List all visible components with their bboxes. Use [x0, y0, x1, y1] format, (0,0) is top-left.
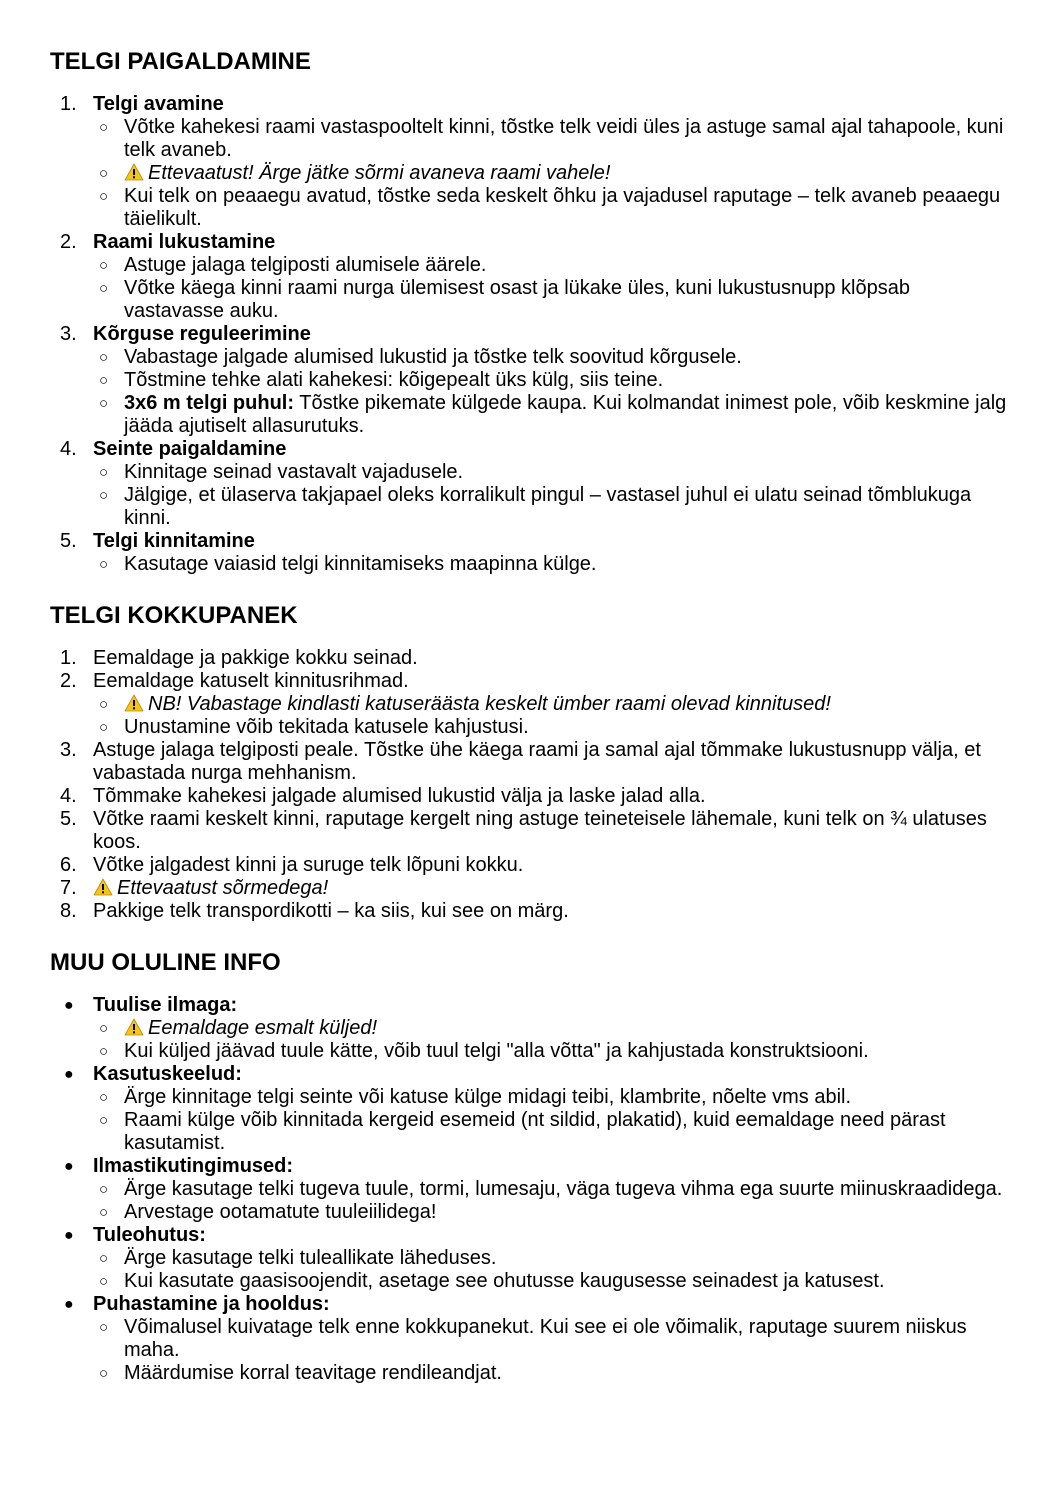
sub-item	[93, 553, 1009, 576]
item-text: Pakkige telk transpordikotti – ka siis, kui see on märg.	[93, 900, 569, 922]
circle-bullet-icon: ○	[99, 188, 109, 205]
circle-bullet-icon: ○	[99, 395, 109, 412]
sub-item	[93, 277, 1009, 323]
sub-item	[93, 346, 1009, 369]
item-text: Kui telk on peaaegu avatud, tõstke seda keskelt õhku ja vajadusel raputage – telk avaneb peaaegu täielikult.	[124, 185, 1001, 230]
sub-item	[93, 1017, 1009, 1040]
circle-bullet-icon: ○	[99, 1365, 109, 1382]
step-item	[50, 785, 1009, 808]
step-item	[50, 854, 1009, 877]
item-text: Määrdumise korral teavitage rendileandjat.	[124, 1362, 502, 1384]
sub-item	[93, 484, 1009, 530]
circle-bullet-icon: ○	[99, 487, 109, 504]
item-text: Võtke kahekesi raami vastaspooltelt kinni, tõstke telk veidi üles ja astuge samal ajal tahapoole, kuni telk avaneb.	[124, 116, 1004, 161]
step-number: 5.	[60, 530, 77, 552]
step-title: Raami lukustamine	[93, 231, 276, 253]
circle-bullet-icon: ○	[99, 280, 109, 297]
item-text: Vabastage jalgade alumised lukustid ja tõstke telk soovitud kõrgusele.	[124, 346, 742, 368]
step-item	[50, 670, 1009, 739]
item-text: Unustamine võib tekitada katusele kahjustusi.	[124, 716, 529, 738]
item-text: Tõstke pikemate külgede kaupa. Kui kolmandat inimest pole, võib keskmine jalg jääda ajutiselt allasurutuks.	[124, 392, 1007, 437]
item-text: Raami külge võib kinnitada kergeid esemeid (nt sildid, plakatid), kuid eemaldage need pärast kasutamist.	[124, 1109, 946, 1154]
step-title: Seinte paigaldamine	[93, 438, 287, 460]
item-text: Astuge jalaga telgiposti peale. Tõstke ühe käega raami ja samal ajal tõmmake lukustusnupp välja, et vabastada nurga mehhanism.	[93, 739, 981, 784]
step-item	[50, 647, 1009, 670]
step-item	[50, 323, 1009, 438]
item-text: Ärge kinnitage telgi seinte või katuse külge midagi teibi, klambrite, nõelte vms abil.	[124, 1086, 852, 1108]
step-item	[50, 231, 1009, 323]
disc-bullet-icon: ●	[64, 1158, 74, 1175]
circle-bullet-icon: ○	[99, 719, 109, 736]
sub-list	[93, 346, 1009, 438]
step-item	[50, 900, 1009, 923]
sub-item	[93, 392, 1009, 438]
circle-bullet-icon: ○	[99, 349, 109, 366]
sub-list	[93, 1086, 1009, 1155]
sub-list	[93, 1017, 1009, 1063]
step-title: Telgi kinnitamine	[93, 530, 255, 552]
info-group	[50, 1224, 1009, 1293]
kokkupanek-steps	[50, 647, 1009, 923]
sub-item	[93, 1109, 1009, 1155]
circle-bullet-icon: ○	[99, 1273, 109, 1290]
group-title: Tuleohutus:	[93, 1224, 206, 1246]
warning-text: Eemaldage esmalt küljed!	[148, 1017, 378, 1039]
item-text: Kinnitage seinad vastavalt vajadusele.	[124, 461, 464, 483]
circle-bullet-icon: ○	[99, 556, 109, 573]
group-title: Puhastamine ja hooldus:	[93, 1293, 330, 1315]
step-item	[50, 877, 1009, 900]
sub-list	[93, 1316, 1009, 1385]
item-text: Arvestage ootamatute tuuleiilidega!	[124, 1201, 437, 1223]
paigaldamine-steps	[50, 93, 1009, 576]
sub-item	[93, 1178, 1009, 1201]
step-item	[50, 93, 1009, 231]
item-text: Tõmmake kahekesi jalgade alumised lukustid välja ja laske jalad alla.	[93, 785, 706, 807]
item-text: Kasutage vaiasid telgi kinnitamiseks maapinna külge.	[124, 553, 597, 575]
warning-triangle-icon	[124, 1018, 144, 1036]
circle-bullet-icon: ○	[99, 165, 109, 182]
item-text: Võimalusel kuivatage telk enne kokkupanekut. Kui see ei ole võimalik, raputage suurem niiskus maha.	[124, 1316, 967, 1361]
warning-text: Ettevaatust sõrmedega!	[117, 877, 329, 899]
sub-item	[93, 693, 1009, 716]
step-number: 5.	[60, 808, 77, 830]
group-title: Ilmastikutingimused:	[93, 1155, 294, 1177]
circle-bullet-icon: ○	[99, 1043, 109, 1060]
info-groups	[50, 994, 1009, 1385]
step-number: 7.	[60, 877, 77, 899]
circle-bullet-icon: ○	[99, 1204, 109, 1221]
sub-item	[93, 716, 1009, 739]
section-title-paigaldamine: TELGI PAIGALDAMINE	[50, 48, 311, 75]
sub-item	[93, 1316, 1009, 1362]
warning-triangle-icon	[124, 694, 144, 712]
circle-bullet-icon: ○	[99, 1250, 109, 1267]
sub-list	[93, 1247, 1009, 1293]
circle-bullet-icon: ○	[99, 1112, 109, 1129]
warning-triangle-icon	[93, 878, 113, 896]
sub-item	[93, 116, 1009, 162]
circle-bullet-icon: ○	[99, 372, 109, 389]
info-group	[50, 1063, 1009, 1155]
sub-item	[93, 254, 1009, 277]
section-title-info: MUU OLULINE INFO	[50, 949, 281, 976]
sub-list	[93, 461, 1009, 530]
sub-list	[93, 1178, 1009, 1224]
group-title: Tuulise ilmaga:	[93, 994, 238, 1016]
group-title: Kasutuskeelud:	[93, 1063, 242, 1085]
info-group	[50, 1293, 1009, 1385]
step-number: 6.	[60, 854, 77, 876]
item-text: Astuge jalaga telgiposti alumisele äärele.	[124, 254, 487, 276]
step-number: 2.	[60, 231, 77, 253]
disc-bullet-icon: ●	[64, 997, 74, 1014]
step-item	[50, 808, 1009, 854]
item-text: Võtke raami keskelt kinni, raputage kergelt ning astuge teineteisele lähemale, kuni telk on ¾ ulatuses koos.	[93, 808, 987, 853]
circle-bullet-icon: ○	[99, 257, 109, 274]
sub-list	[93, 693, 1009, 739]
warning-triangle-icon	[124, 163, 144, 181]
sub-item	[93, 185, 1009, 231]
step-number: 2.	[60, 670, 77, 692]
sub-item	[93, 1270, 1009, 1293]
sub-item	[93, 1247, 1009, 1270]
item-text: Jälgige, et ülaserva takjapael oleks korralikult pingul – vastasel juhul ei ulatu seinad tõmblukuga kinni.	[124, 484, 972, 529]
item-text: Ärge kasutage telki tuleallikate läheduses.	[124, 1247, 497, 1269]
item-text: Kui küljed jäävad tuule kätte, võib tuul telgi "alla võtta" ja kahjustada konstruktsiooni.	[124, 1040, 869, 1062]
item-text: Ärge kasutage telki tugeva tuule, tormi, lumesaju, väga tugeva vihma ega suurte miinuskraadidega.	[124, 1178, 1003, 1200]
info-group	[50, 994, 1009, 1063]
sub-item	[93, 162, 1009, 185]
sub-list	[93, 116, 1009, 231]
section-title-kokkupanek: TELGI KOKKUPANEK	[50, 602, 298, 629]
item-text: Eemaldage ja pakkige kokku seinad.	[93, 647, 418, 669]
step-number: 4.	[60, 785, 77, 807]
circle-bullet-icon: ○	[99, 1089, 109, 1106]
item-text: Võtke jalgadest kinni ja suruge telk lõpuni kokku.	[93, 854, 524, 876]
sub-list	[93, 553, 1009, 576]
item-text: Tõstmine tehke alati kahekesi: kõigepealt üks külg, siis teine.	[124, 369, 664, 391]
item-text: Kui kasutate gaasisoojendit, asetage see ohutusse kaugusesse seinadest ja katusest.	[124, 1270, 885, 1292]
sub-item	[93, 1362, 1009, 1385]
warning-text: NB! Vabastage kindlasti katuseräästa keskelt ümber raami olevad kinnitused!	[148, 693, 831, 715]
disc-bullet-icon: ●	[64, 1227, 74, 1244]
step-number: 8.	[60, 900, 77, 922]
step-item	[50, 438, 1009, 530]
circle-bullet-icon: ○	[99, 1181, 109, 1198]
disc-bullet-icon: ●	[64, 1066, 74, 1083]
sub-item	[93, 1040, 1009, 1063]
sub-item	[93, 461, 1009, 484]
circle-bullet-icon: ○	[99, 696, 109, 713]
sub-item	[93, 1086, 1009, 1109]
sub-item	[93, 369, 1009, 392]
disc-bullet-icon: ●	[64, 1296, 74, 1313]
step-item	[50, 530, 1009, 576]
sub-item	[93, 1201, 1009, 1224]
step-number: 3.	[60, 739, 77, 761]
step-item	[50, 739, 1009, 785]
step-number: 3.	[60, 323, 77, 345]
step-number: 1.	[60, 647, 77, 669]
info-group	[50, 1155, 1009, 1224]
step-title: Telgi avamine	[93, 93, 224, 115]
circle-bullet-icon: ○	[99, 464, 109, 481]
warning-text: Ettevaatust! Ärge jätke sõrmi avaneva raami vahele!	[148, 162, 611, 184]
item-bold-label: 3x6 m telgi puhul:	[124, 392, 295, 414]
circle-bullet-icon: ○	[99, 1020, 109, 1037]
item-text: Võtke käega kinni raami nurga ülemisest osast ja lükake üles, kuni lukustusnupp klõpsab vastavasse auku.	[124, 277, 910, 322]
circle-bullet-icon: ○	[99, 1319, 109, 1336]
step-title: Kõrguse reguleerimine	[93, 323, 311, 345]
circle-bullet-icon: ○	[99, 119, 109, 136]
sub-list	[93, 254, 1009, 323]
step-number: 4.	[60, 438, 77, 460]
item-text: Eemaldage katuselt kinnitusrihmad.	[93, 670, 409, 692]
step-number: 1.	[60, 93, 77, 115]
